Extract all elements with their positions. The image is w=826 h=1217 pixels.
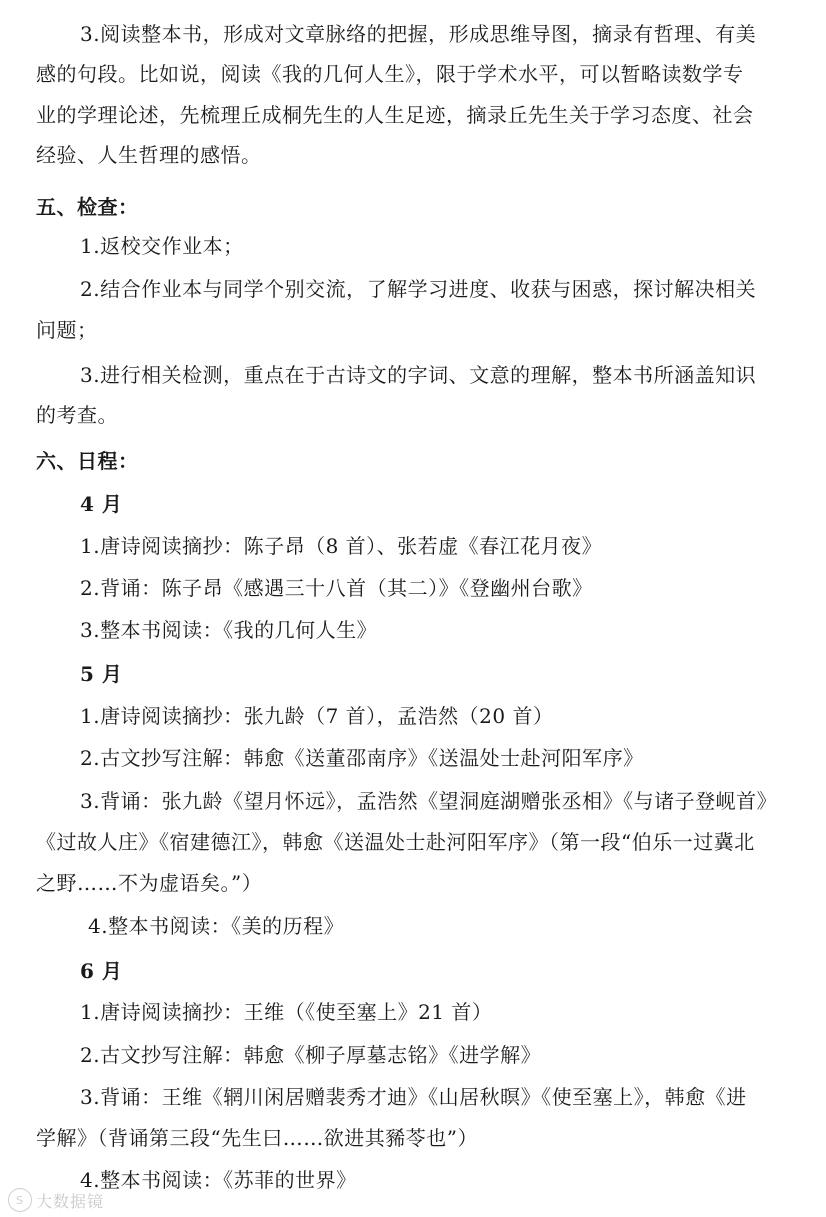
schedule-item: 2.古文抄写注解：韩愈《柳子厚墓志铭》《进学解》	[80, 1043, 542, 1067]
paragraph-line: 3.进行相关检测，重点在于古诗文的字词、文意的理解，整本书所涵盖知识	[80, 363, 757, 387]
paragraph-line: 1.返校交作业本；	[80, 234, 244, 258]
schedule-item: 《过故人庄》《宿建德江》，韩愈《送温处士赴河阳军序》（第一段“伯乐一过冀北	[36, 830, 755, 854]
schedule-item: 3.背诵：王维《辋川闲居赠裴秀才迪》《山居秋暝》《使至塞上》，韩愈《进	[80, 1085, 747, 1109]
schedule-item: 之野……不为虚语矣。”）	[36, 871, 263, 895]
schedule-item: 3.背诵：张九龄《望月怀远》，孟浩然《望洞庭湖赠张丞相》《与诸子登岘首》	[80, 789, 778, 813]
paragraph-line: 2.结合作业本与同学个别交流，了解学习进度、收获与困惑，探讨解决相关	[80, 277, 757, 301]
schedule-item: 学解》（背诵第三段“先生曰……欲进其豨苓也”）	[36, 1126, 478, 1150]
schedule-item: 1.唐诗阅读摘抄：张九龄（7 首），孟浩然（20 首）	[80, 704, 554, 728]
month-heading-may: 5 月	[80, 662, 123, 686]
schedule-item: 4.整本书阅读：《美的历程》	[88, 914, 345, 938]
month-heading-april: 4 月	[80, 492, 123, 516]
schedule-item: 2.背诵：陈子昂《感遇三十八首（其二）》《登幽州台歌》	[80, 576, 593, 600]
schedule-item: 2.古文抄写注解：韩愈《送董邵南序》《送温处士赴河阳军序》	[80, 746, 644, 770]
schedule-item: 4.整本书阅读：《苏菲的世界》	[80, 1168, 357, 1192]
paragraph-line: 经验、人生哲理的感悟。	[36, 143, 262, 167]
month-heading-june: 6 月	[80, 959, 123, 983]
paragraph-line: 问题；	[36, 318, 98, 342]
paragraph-line: 业的学理论述，先梳理丘成桐先生的人生足迹，摘录丘先生关于学习态度、社会	[36, 103, 754, 127]
watermark-logo-icon: S	[8, 1188, 32, 1212]
watermark	[8, 1188, 104, 1212]
section-heading-schedule: 六、日程：	[36, 449, 139, 473]
paragraph-line: 感的句段。比如说，阅读《我的几何人生》，限于学术水平，可以暂略读数学专	[36, 62, 744, 86]
paragraph-line: 3.阅读整本书，形成对文章脉络的把握，形成思维导图，摘录有哲理、有美	[80, 22, 757, 46]
section-heading-check: 五、检查：	[36, 195, 139, 219]
schedule-item: 1.唐诗阅读摘抄：陈子昂（8 首）、张若虚《春江花月夜》	[80, 534, 603, 558]
schedule-item: 1.唐诗阅读摘抄：王维（《使至塞上》21 首）	[80, 1000, 493, 1024]
paragraph-line: 的考查。	[36, 403, 118, 427]
schedule-item: 3.整本书阅读：《我的几何人生》	[80, 618, 378, 642]
watermark-text: 大数据镜	[36, 1191, 105, 1211]
